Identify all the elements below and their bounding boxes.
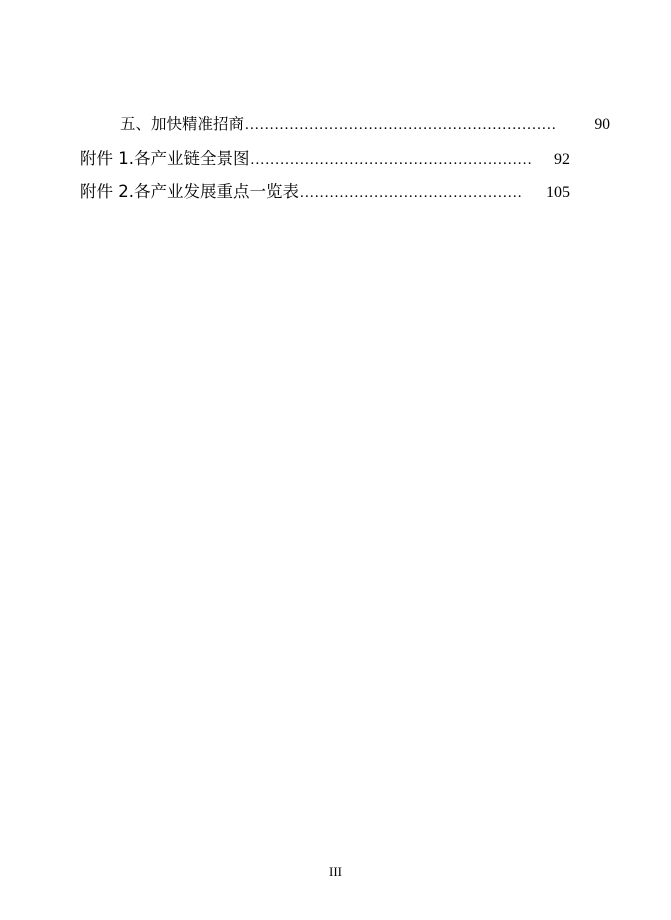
toc-entry-title: 附件 2.各产业发展重点一览表 <box>80 182 299 201</box>
toc-entry-title: 附件 1.各产业链全景图 <box>80 149 250 168</box>
page-number-footer: III <box>329 864 342 879</box>
table-of-contents <box>80 112 610 211</box>
toc-page-number: 90 <box>594 116 610 133</box>
toc-entry[interactable] <box>80 178 570 202</box>
toc-entry-title: 五、加快精准招商 <box>120 116 245 133</box>
toc-page-number: 105 <box>546 184 570 201</box>
toc-entry[interactable] <box>80 145 570 169</box>
toc-leader-dots: ............................................................... <box>245 118 557 133</box>
toc-entry[interactable] <box>80 112 610 134</box>
toc-page-number: 92 <box>554 151 570 168</box>
toc-leader-dots: ......................................................... <box>250 153 533 168</box>
toc-leader-dots: ............................................. <box>300 186 523 201</box>
